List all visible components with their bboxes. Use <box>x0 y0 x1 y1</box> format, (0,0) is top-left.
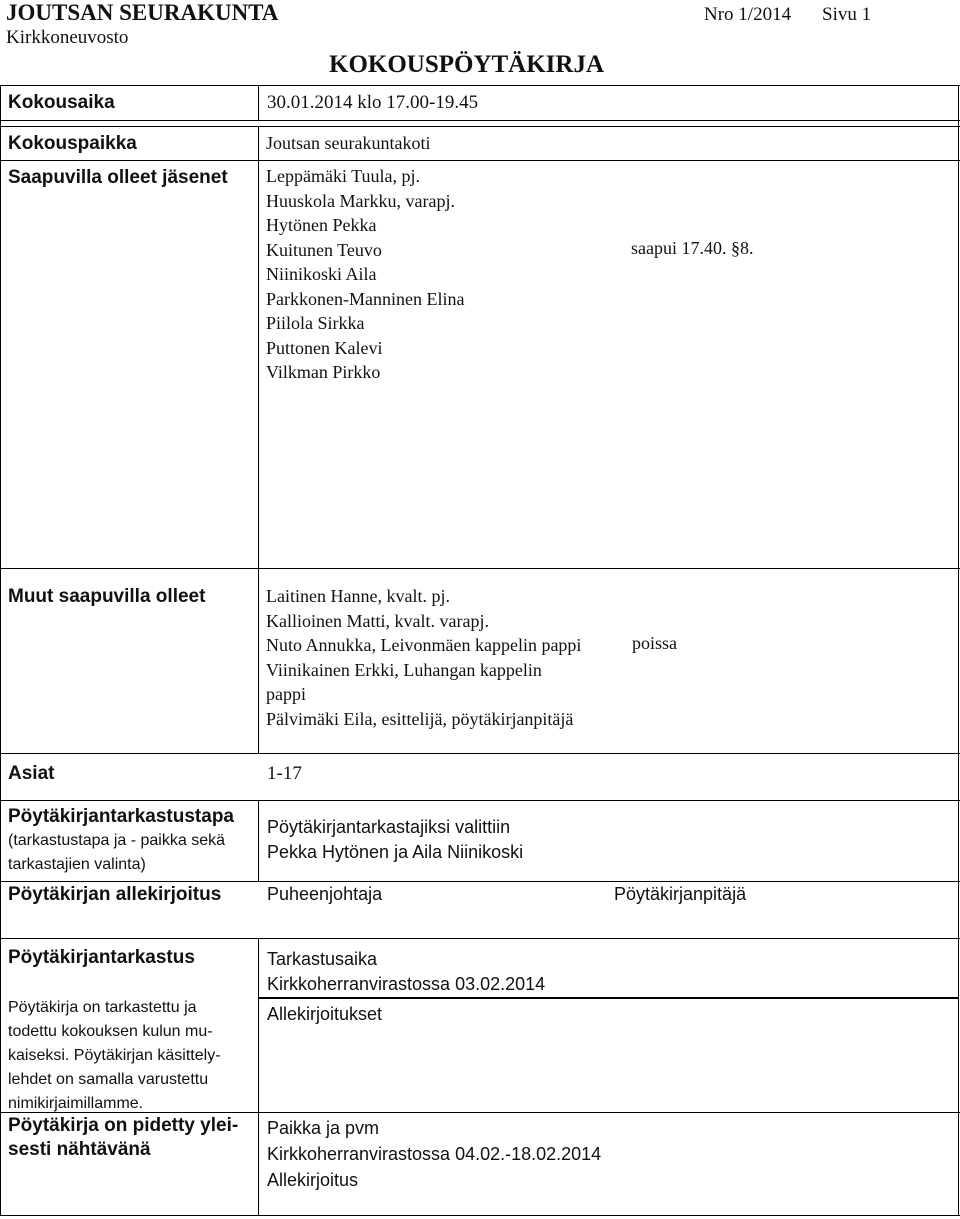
members-present-label: Saapuvilla olleet jäsenet <box>8 167 228 188</box>
review-statement-line: Pöytäkirja on tarkastettu ja <box>8 999 197 1016</box>
document-title: KOKOUSPÖYTÄKIRJA <box>329 51 605 78</box>
row-rule <box>0 126 960 127</box>
member-name: Hytönen Pekka <box>266 215 377 235</box>
arrival-note: saapui 17.40. §8. <box>631 238 754 258</box>
items-label: Asiat <box>8 763 55 784</box>
column-divider <box>258 85 259 120</box>
meeting-time-label: Kokousaika <box>8 92 115 113</box>
attendee-name: Viinikainen Erkki, Luhangan kappelin <box>266 659 542 680</box>
frame-top-rule <box>0 85 960 86</box>
member-name: Huuskola Markku, varapj. <box>266 190 455 211</box>
review-method-value-line: Pöytäkirjantarkastajiksi valittiin <box>267 817 511 837</box>
review-method-label: Pöytäkirjantarkastustapa <box>8 806 234 827</box>
signature-label: Pöytäkirjan allekirjoitus <box>8 884 222 905</box>
public-display-label-line: sesti nähtävänä <box>8 1139 151 1160</box>
member-name: Vilkman Pirkko <box>266 362 381 382</box>
row-rule <box>0 160 960 161</box>
secretary-signature-label: Pöytäkirjanpitäjä <box>614 884 747 904</box>
review-time-value: Kirkkoherranvirastossa 03.02.2014 <box>267 974 546 994</box>
other-attendees-list <box>266 584 581 731</box>
row-rule <box>0 753 960 754</box>
frame-bottom-rule <box>0 1215 960 1216</box>
review-method-sublabel <box>8 829 225 877</box>
review-signatures-label: Allekirjoitukset <box>267 1004 383 1024</box>
member-name: Piilola Sirkka <box>266 313 365 333</box>
column-divider <box>258 800 259 881</box>
public-display-label <box>8 1114 238 1162</box>
member-name: Kuitunen Teuvo <box>266 239 382 260</box>
member-name: Leppämäki Tuula, pj. <box>266 166 420 186</box>
review-method-value-line: Pekka Hytönen ja Aila Niinikoski <box>267 842 524 862</box>
public-display-details <box>267 1115 601 1193</box>
review-statement-line: nimikirjaimillamme. <box>8 1095 144 1112</box>
review-label: Pöytäkirjantarkastus <box>8 947 195 968</box>
display-place-label: Paikka ja pvm <box>267 1118 380 1138</box>
column-divider <box>258 938 259 1215</box>
column-divider <box>258 126 259 753</box>
attendee-name: Kallioinen Matti, kvalt. varapj. <box>266 610 489 631</box>
review-method-value <box>267 815 523 865</box>
member-name: Niinikoski Aila <box>266 264 377 284</box>
meeting-time-value: 30.01.2014 klo 17.00-19.45 <box>267 92 479 113</box>
row-rule <box>0 938 960 939</box>
attendee-name: pappi <box>266 684 306 704</box>
review-statement <box>8 996 221 1116</box>
public-display-label-line: Pöytäkirja on pidetty ylei- <box>8 1115 239 1136</box>
page-number: Sivu 1 <box>822 4 872 25</box>
meeting-place-label: Kokouspaikka <box>8 133 137 154</box>
member-name: Parkkonen-Manninen Elina <box>266 288 465 309</box>
row-rule <box>0 568 960 569</box>
governing-body: Kirkkoneuvosto <box>6 27 129 48</box>
attendee-name: Pälvimäki Eila, esittelijä, pöytäkirjanpitäjä <box>266 708 574 729</box>
frame-right-rule <box>958 85 959 1216</box>
review-statement-line: kaiseksi. Pöytäkirjan käsittely- <box>8 1047 221 1064</box>
review-statement-line: todettu kokouksen kulun mu- <box>8 1023 213 1040</box>
display-signature-label: Allekirjoitus <box>267 1170 359 1190</box>
organization-name: JOUTSAN SEURAKUNTA <box>6 0 279 25</box>
member-name: Puttonen Kalevi <box>266 337 383 358</box>
attendee-name: Nuto Annukka, Leivonmäen kappelin pappi <box>266 635 582 655</box>
other-attendees-label: Muut saapuvilla olleet <box>8 586 206 607</box>
display-place-value: Kirkkoherranvirastossa 04.02.-18.02.2014 <box>267 1144 602 1164</box>
review-method-sublabel-line: tarkastajien valinta) <box>8 856 146 873</box>
meeting-place-value: Joutsan seurakuntakoti <box>266 133 431 153</box>
signature-line <box>258 997 958 999</box>
items-value: 1-17 <box>267 763 302 784</box>
row-rule <box>0 881 960 882</box>
review-method-sublabel-line: (tarkastustapa ja - paikka sekä <box>8 832 225 849</box>
review-statement-line: lehdet on samalla varustettu <box>8 1071 209 1088</box>
row-rule <box>0 800 960 801</box>
attendee-name: Laitinen Hanne, kvalt. pj. <box>266 586 450 606</box>
review-time-label: Tarkastusaika <box>267 949 378 969</box>
document-number: Nro 1/2014 <box>704 4 792 25</box>
absent-note: poissa <box>632 633 677 653</box>
chair-signature-label: Puheenjohtaja <box>267 884 383 904</box>
members-list <box>266 164 464 385</box>
frame-left-rule <box>0 85 1 1216</box>
row-rule <box>0 120 960 121</box>
